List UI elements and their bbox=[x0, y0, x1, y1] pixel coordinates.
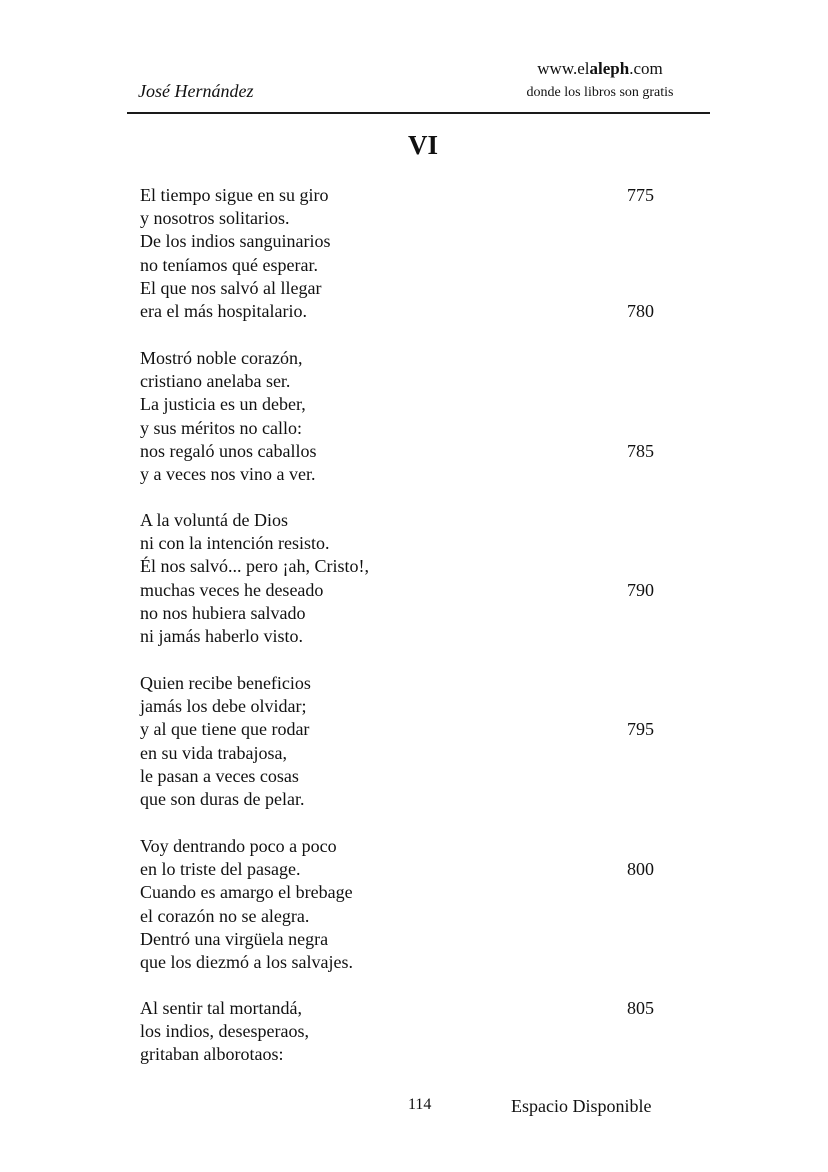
verse-line bbox=[140, 230, 680, 253]
section-title: VI bbox=[407, 130, 438, 160]
verse-line bbox=[140, 905, 680, 928]
verse-line bbox=[140, 835, 680, 858]
verse-number: 785 bbox=[627, 440, 654, 461]
header-divider bbox=[127, 112, 710, 114]
verse-line bbox=[140, 347, 680, 370]
verse-text: Quien recibe beneficios bbox=[140, 673, 311, 693]
stanza bbox=[140, 347, 680, 486]
footer-note: Espacio Disponible bbox=[511, 1096, 652, 1116]
verse-line bbox=[140, 1043, 680, 1066]
verse-line bbox=[140, 765, 680, 788]
verse-text: Dentró una virgüela negra bbox=[140, 928, 329, 949]
verse-text: Al sentir tal mortandá, bbox=[140, 998, 302, 1018]
header-author: José Hernández bbox=[138, 81, 254, 101]
verse-line bbox=[140, 951, 680, 974]
verse-text: y nosotros solitarios. bbox=[140, 208, 290, 229]
verse-number: 790 bbox=[627, 579, 654, 600]
verse-text: Voy dentrando poco a poco bbox=[140, 836, 337, 856]
verse-line bbox=[140, 997, 680, 1020]
stanza bbox=[140, 835, 680, 974]
verse-line bbox=[140, 742, 680, 765]
site-prefix: www.el bbox=[537, 59, 590, 78]
verse-line bbox=[140, 417, 680, 440]
verse-text: cristiano anelaba ser. bbox=[140, 371, 291, 392]
verse-number: 805 bbox=[627, 998, 654, 1018]
verse-line bbox=[140, 672, 680, 695]
verse-number: 775 bbox=[627, 185, 654, 205]
verse-text: La justicia es un deber, bbox=[140, 394, 306, 415]
verse-text: jamás los debe olvidar; bbox=[140, 696, 307, 717]
verse-text: Mostró noble corazón, bbox=[140, 348, 303, 368]
verse-text: que son duras de pelar. bbox=[140, 788, 305, 809]
verse-line bbox=[140, 370, 680, 393]
verse-text: el corazón no se alegra. bbox=[140, 905, 310, 926]
verse-line bbox=[140, 184, 680, 207]
verse-number: 795 bbox=[627, 719, 654, 740]
verse-line bbox=[140, 440, 680, 463]
verse-number: 800 bbox=[627, 859, 654, 880]
verse-text: le pasan a veces cosas bbox=[140, 765, 299, 786]
verse-line bbox=[140, 532, 680, 555]
verse-line bbox=[140, 254, 680, 277]
verse-text: muchas veces he deseado bbox=[140, 579, 324, 600]
verse-text: que los diezmó a los salvajes. bbox=[140, 951, 353, 972]
site-suffix: .com bbox=[629, 59, 663, 78]
verse-text: gritaban alborotaos: bbox=[140, 1044, 284, 1065]
verse-text: no teníamos qué esperar. bbox=[140, 254, 318, 275]
verse-text: y al que tiene que rodar bbox=[140, 719, 310, 740]
header-tagline: donde los libros son gratis bbox=[526, 85, 674, 100]
stanza bbox=[140, 672, 680, 811]
verse-line bbox=[140, 881, 680, 904]
verse-line bbox=[140, 555, 680, 578]
verse-text: Cuando es amargo el brebage bbox=[140, 882, 353, 903]
verse-line bbox=[140, 1020, 680, 1043]
verse-line bbox=[140, 463, 680, 486]
verse-text: ni con la intención resisto. bbox=[140, 533, 330, 554]
verse-line bbox=[140, 695, 680, 718]
verse-text: no nos hubiera salvado bbox=[140, 602, 306, 623]
page-number: 114 bbox=[408, 1096, 432, 1113]
verse-line bbox=[140, 277, 680, 300]
verse-line bbox=[140, 300, 680, 323]
verse-line bbox=[140, 393, 680, 416]
verse-line bbox=[140, 207, 680, 230]
verse-line bbox=[140, 579, 680, 602]
verse-line bbox=[140, 788, 680, 811]
verse-text: El tiempo sigue en su giro bbox=[140, 185, 329, 205]
verse-line bbox=[140, 928, 680, 951]
header-site-link[interactable] bbox=[505, 58, 695, 80]
verse-text: era el más hospitalario. bbox=[140, 300, 307, 321]
verse-line bbox=[140, 602, 680, 625]
verse-text: en lo triste del pasage. bbox=[140, 859, 301, 880]
verse-line bbox=[140, 718, 680, 741]
stanza bbox=[140, 997, 680, 1067]
stanza bbox=[140, 184, 680, 323]
verse-line bbox=[140, 858, 680, 881]
verse-number: 780 bbox=[627, 300, 654, 321]
verse-text: ni jamás haberlo visto. bbox=[140, 625, 303, 646]
verse-text: y a veces nos vino a ver. bbox=[140, 463, 316, 484]
verse-text: los indios, desesperaos, bbox=[140, 1021, 309, 1042]
verse-text: nos regaló unos caballos bbox=[140, 440, 317, 461]
verse-text: y sus méritos no callo: bbox=[140, 417, 302, 438]
verse-text: en su vida trabajosa, bbox=[140, 742, 287, 763]
stanza bbox=[140, 509, 680, 648]
verse-text: A la voluntá de Dios bbox=[140, 510, 288, 530]
verse-text: El que nos salvó al llegar bbox=[140, 277, 322, 298]
site-brand: aleph bbox=[589, 59, 630, 78]
verse-text: De los indios sanguinarios bbox=[140, 231, 331, 252]
verse-line bbox=[140, 625, 680, 648]
verse-text: Él nos salvó... pero ¡ah, Cristo!, bbox=[140, 556, 369, 577]
verse-line bbox=[140, 509, 680, 532]
